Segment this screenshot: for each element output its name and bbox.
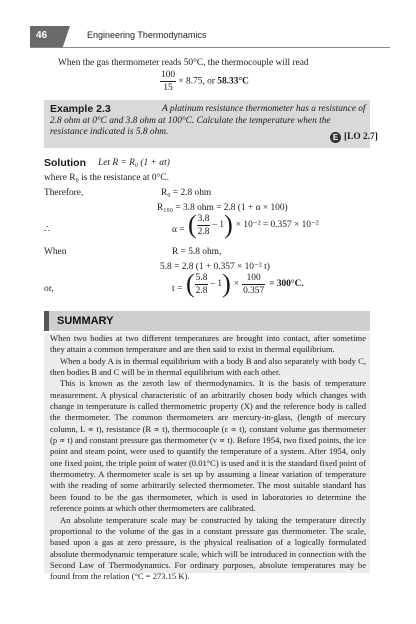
learning-objective: [LO 2.7] xyxy=(344,132,378,142)
header-rule xyxy=(30,47,390,48)
summary-accent-bar xyxy=(44,311,49,331)
summary-paragraph-3: This is known as the zeroth law of thermodynamics. It is the basis of temperature measurement. A physical characteristic of an arbitrarily chosen body which changes with change in temperature is called thermometric property (X) and the reference body is called the thermometer. The common thermometers are mercury-in-glass, (length of mercury column, L ∝ t), resistance (R ∝ t), thermocouple (ε ∝ t), constant volume gas thermometer (p ∝ t) and constant pressure gas thermometer (v ∝ t). Before 1954, two fixed points, the ice point and steam point, were used to quantify the temperature of a system. After 1954, only one fixed point, the triple point of water (0.01°C) is used and it is the standard fixed point of thermometry. A thermometer scale is set up by assuming a linear variation of temperature with the reading of some arbitrarily selected thermometer. The most suitable standard has been found to be the gas thermometer, which is used in laboratories to determine the reference points at which other thermometers are calibrated. xyxy=(50,378,367,514)
label-when: When xyxy=(44,247,67,257)
intro-result: 58.33°C xyxy=(217,76,249,87)
therefore-symbol: ∴ xyxy=(44,225,50,235)
intro-line: When the gas thermometer reads 50°C, the thermocouple will read xyxy=(58,58,309,68)
eq-alpha: ( $\frac{3.8}{2.8}$ – 1 ) × 10⁻² = 0.357 × 10⁻² xyxy=(188,210,319,239)
alpha-fraction: $\frac{3.8}{2.8}$ xyxy=(197,213,210,237)
eq-r0: R₀ = 2.8 ohm xyxy=(161,188,212,198)
running-header: Engineering Thermodynamics xyxy=(87,30,207,40)
t-result: = 300°C. xyxy=(269,279,304,289)
label-therefore: Therefore, xyxy=(44,188,84,198)
intro-equation: $\frac{100}{15}$ × 8.75, or 58.33°C xyxy=(161,70,249,93)
t-fraction-2: $\frac{100}{0.357}$ xyxy=(243,272,265,296)
summary-title: SUMMARY xyxy=(57,315,114,327)
example-text: A platinum resistance thermometer has a resistance of 2.8 ohm at 0°C and 3.8 ohm at 100°C. Calculate the temperature when the resistance indicated is 5.8 ohm. xyxy=(50,104,366,137)
intro-fraction: $\frac{100}{15}$ xyxy=(161,70,176,93)
e-badge-icon: E xyxy=(330,132,341,143)
eq-alpha-lhs: α = xyxy=(172,225,185,235)
eq-second: 5.8 = 2.8 (1 + 0.357 × 10⁻² t) xyxy=(160,262,270,272)
page-number: 46 xyxy=(36,30,48,41)
eq-t: ( $\frac{5.8}{2.8}$ – 1 ) × $\frac{100}{0.357}$ = 300°C. xyxy=(186,269,304,298)
summary-paragraph-2: When a body A is in thermal equilibrium with a body B and also separately with body C, then bodies B and C will be in thermal equilibrium with each other. xyxy=(50,355,366,378)
solution-let: Let R = R₀ (1 + αt) xyxy=(98,158,170,168)
t-fraction-1: $\frac{5.8}{2.8}$ xyxy=(195,272,208,296)
eq-r-value: R = 5.8 ohm, xyxy=(172,247,222,257)
solution-label: Solution xyxy=(44,157,86,169)
example-title: Example 2.3 xyxy=(50,103,111,115)
solution-where: where R₀ is the resistance at 0°C. xyxy=(44,173,169,183)
summary-text xyxy=(50,333,366,583)
summary-paragraph-1: When two bodies at two different temperatures are brought into contact, after sometime they attain a common temperature and are then said to exist in thermal equilibrium. xyxy=(50,333,366,355)
summary-paragraph-4: An absolute temperature scale may be constructed by taking the temperature directly proportional to the volume of the gas in a constant pressure gas thermometer. The scale, based upon a gas at zero pressure, is the physical realisation of a logically formulated absolute thermodynamic temperature scale, which will be introduced in connection with the Second Law of Thermodynamics. For ordinary purposes, absolute temperatures may be found from the relation (°C = 273.15 K). xyxy=(50,514,366,582)
eq-r100: R₁₀₀ = 3.8 ohm = 2.8 (1 + α × 100) xyxy=(157,203,288,213)
eq-t-lhs: t = xyxy=(172,284,183,294)
label-or: or, xyxy=(44,284,54,294)
